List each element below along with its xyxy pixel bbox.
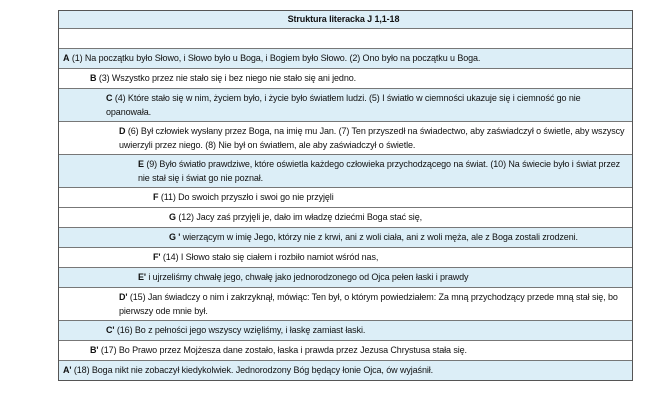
row-text: (16) Bo z pełności jego wszyscy wzięliśmy, i łaskę zamiast łaski. — [116, 325, 366, 335]
table-row-b-prime — [59, 340, 632, 360]
table-row-c-prime — [59, 320, 632, 340]
row-text: (11) Do swoich przyszło i swoi go nie przyjęli — [160, 192, 334, 202]
row-text: i ujrzeliśmy chwałę jego, chwałę jako jednorodzonego od Ojca pełen łaski i prawdy — [148, 272, 469, 282]
row-letter: G ' — [169, 232, 181, 242]
row-letter: D' — [119, 292, 128, 302]
table-row-g-prime — [59, 227, 632, 247]
table-row-d-prime — [59, 287, 632, 320]
table-row-c — [59, 88, 632, 121]
row-text: (17) Bo Prawo przez Mojżesza dane zostało, łaska i prawda przez Jezusa Chrystusa stała się. — [100, 345, 467, 355]
row-letter: E — [138, 159, 144, 169]
row-letter: A' — [63, 365, 72, 375]
empty-row — [59, 28, 632, 48]
row-letter: A — [63, 53, 70, 63]
table-row-e-prime — [59, 267, 632, 287]
row-text: (1) Na początku było Słowo, i Słowo było u Boga, i Bogiem było Słowo. (2) Ono było na początku u Boga. — [71, 53, 481, 63]
row-text: (9) Było światło prawdziwe, które oświetla każdego człowieka przychodzącego na świat. (10) Na świecie było i świat przez nie stał się i świat go nie poznał. — [138, 159, 621, 183]
row-text: wierzącym w imię Jego, którzy nie z krwi, ani z woli ciała, ani z woli męża, ale z Boga zostali zrodzeni. — [182, 232, 578, 242]
row-text: (12) Jacy zaś przyjęli je, dało im władzę dziećmi Boga stać się, — [178, 212, 423, 222]
row-text: (4) Które stało się w nim, życiem było, i życie było światłem ludzi. (5) I światło w ciemności ukazuje się i ciemność go nie opanowała. — [106, 93, 581, 117]
row-letter: C' — [106, 325, 115, 335]
row-text: (3) Wszystko przez nie stało się i bez niego nie stało się ani jedno. — [98, 73, 357, 83]
table-row-b — [59, 68, 632, 88]
table-row-a-prime — [59, 360, 632, 380]
row-text: (6) Był człowiek wysłany przez Boga, na imię mu Jan. (7) Ten przyszedł na świadectwo, aby zaświadczył o świetle, aby wszyscy uwierzyli przez niego. (8) Nie był on światłem, ale aby zaświadczył o świetle. — [119, 126, 625, 150]
row-letter: B — [90, 73, 97, 83]
row-letter: B' — [90, 345, 99, 355]
row-letter: F — [153, 192, 159, 202]
row-text: (15) Jan świadczy o nim i zakrzyknął, mówiąc: Ten był, o którym powiedziałem: Za mną przychodzący przede mną stał się, bo pierwszy ode mnie był. — [119, 292, 618, 316]
table-row-g — [59, 207, 632, 227]
row-letter: G — [169, 212, 176, 222]
table-row-a — [59, 48, 632, 68]
table-row-d — [59, 121, 632, 154]
row-letter: E' — [138, 272, 146, 282]
row-letter: F' — [153, 252, 161, 262]
table-title — [59, 11, 632, 28]
row-text: (14) I Słowo stało się ciałem i rozbiło namiot wśród nas, — [162, 252, 379, 262]
row-text: (18) Boga nikt nie zobaczył kiedykolwiek. Jednorodzony Bóg będący łonie Ojca, ów wyjaśnił. — [73, 365, 434, 375]
table-title-text: Struktura literacka J 1,1-18 — [287, 14, 400, 24]
row-letter: D — [119, 126, 126, 136]
table-row-f — [59, 187, 632, 207]
table-row-e — [59, 154, 632, 187]
structure-table — [58, 10, 633, 381]
table-row-f-prime — [59, 247, 632, 267]
row-letter: C — [106, 93, 113, 103]
